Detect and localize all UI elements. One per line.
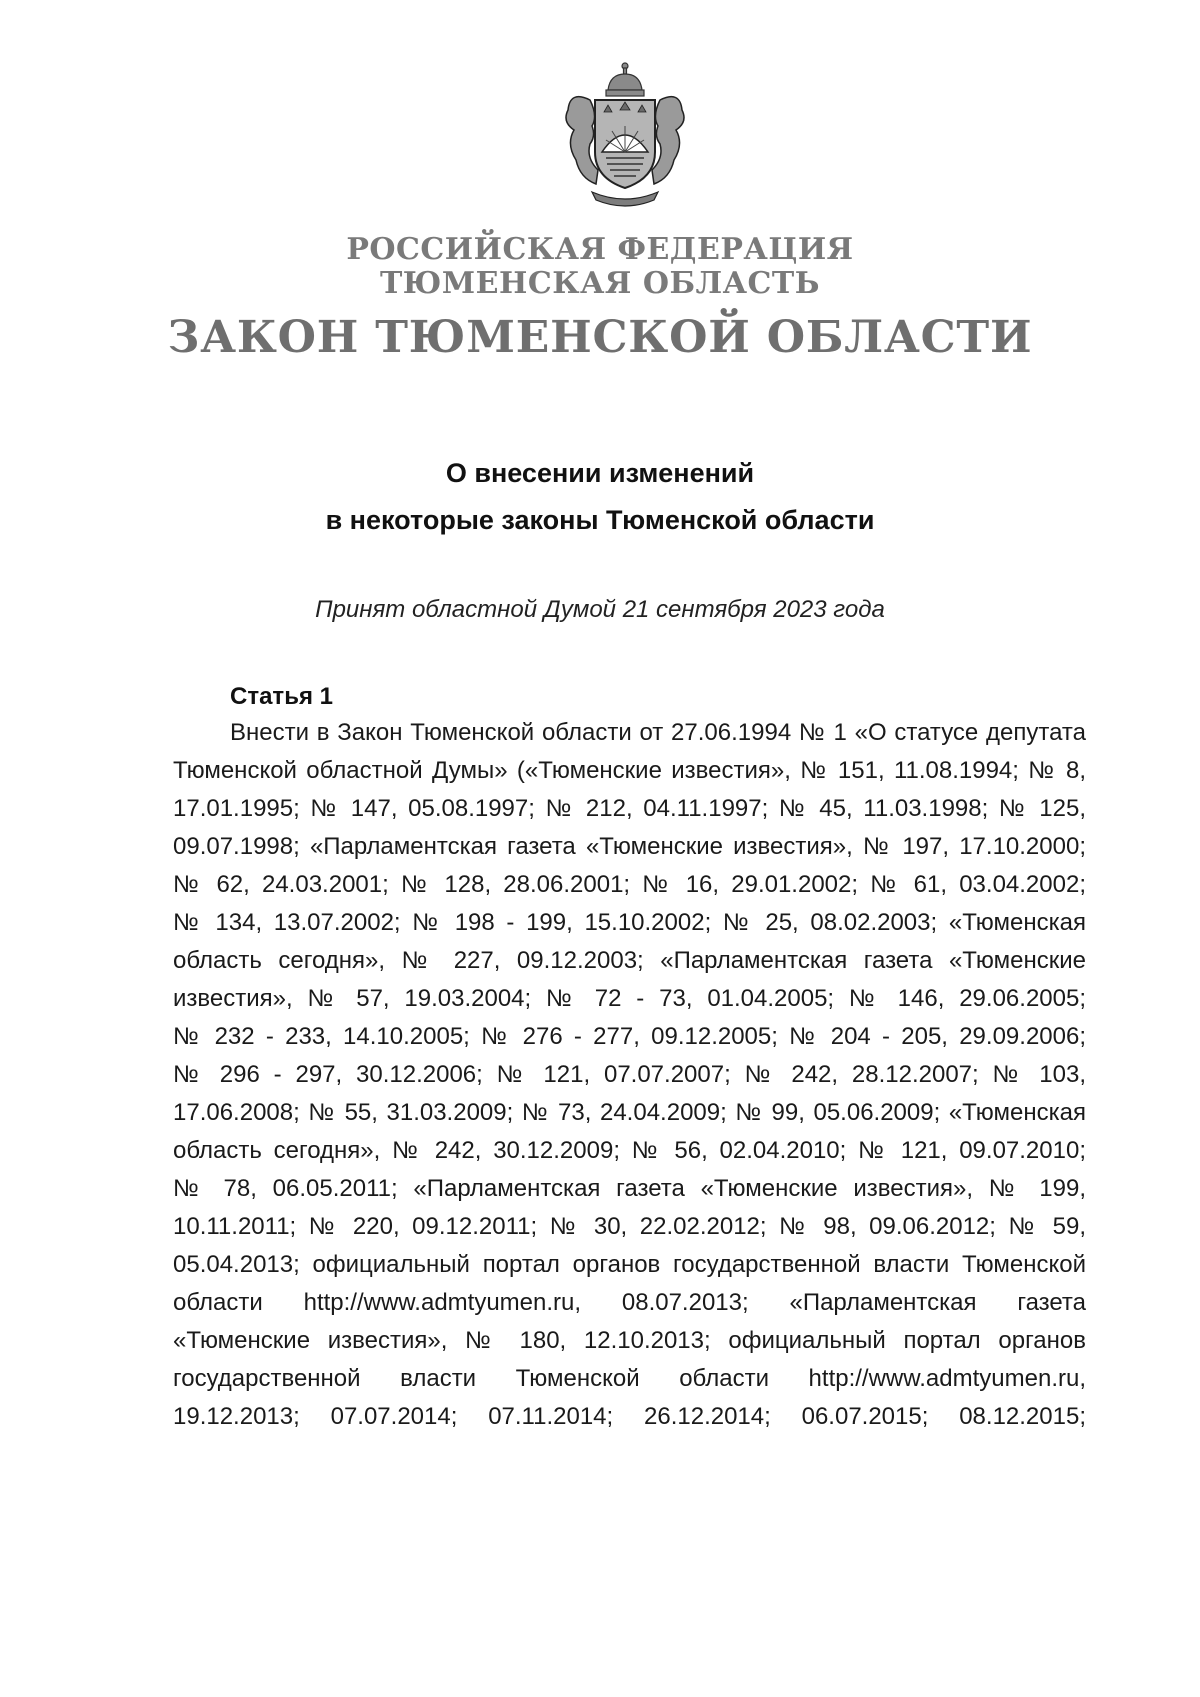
article-text-line: 17.01.1995; № 147, 05.08.1997; № 212, 04.11.1997; № 45, 11.03.1998; № 125,	[173, 795, 1086, 822]
article-text-line: 10.11.2011; № 220, 09.12.2011; № 30, 22.02.2012; № 98, 09.06.2012; № 59,	[173, 1213, 1086, 1240]
article-text-line: № 78, 06.05.2011; «Парламентская газета «Тюменские известия», № 199,	[173, 1175, 1086, 1202]
document-type-heading: ЗАКОН ТЮМЕНСКОЙ ОБЛАСТИ	[167, 312, 1033, 363]
article-text-line: области http://www.admtyumen.ru, 08.07.2013; «Парламентская газета	[173, 1289, 1086, 1316]
article-text-line: № 232 - 233, 14.10.2005; № 276 - 277, 09.12.2005; № 204 - 205, 29.09.2006;	[173, 1023, 1086, 1050]
article-text-line: государственной власти Тюменской области http://www.admtyumen.ru,	[173, 1365, 1086, 1392]
article-text-line: область сегодня», № 227, 09.12.2003; «Парламентская газета «Тюменские	[173, 947, 1086, 974]
article-text-line: известия», № 57, 19.03.2004; № 72 - 73, 01.04.2005; № 146, 29.06.2005;	[173, 985, 1086, 1012]
country-heading: РОССИЙСКАЯ ФЕДЕРАЦИЯ	[346, 232, 854, 267]
adoption-note: Принят областной Думой 21 сентября 2023 года	[315, 596, 885, 623]
article-heading: Статья 1	[230, 683, 333, 710]
article-text-line: область сегодня», № 242, 30.12.2009; № 56, 02.04.2010; № 121, 09.07.2010;	[173, 1137, 1086, 1164]
article-text-line: 17.06.2008; № 55, 31.03.2009; № 73, 24.04.2009; № 99, 05.06.2009; «Тюменская	[173, 1099, 1086, 1126]
article-text-line: «Тюменские известия», № 180, 12.10.2013; официальный портал органов	[173, 1327, 1086, 1354]
article-text-line: 05.04.2013; официальный портал органов государственной власти Тюменской	[173, 1251, 1086, 1278]
article-text-line: Тюменской областной Думы» («Тюменские известия», № 151, 11.08.1994; № 8,	[173, 757, 1086, 784]
article-text-line: 19.12.2013; 07.07.2014; 07.11.2014; 26.12.2014; 06.07.2015; 08.12.2015;	[173, 1403, 1086, 1430]
article-text-line: Внести в Закон Тюменской области от 27.06.1994 № 1 «О статусе депутата	[230, 719, 1086, 746]
law-title-line-2: в некоторые законы Тюменской области	[325, 505, 875, 535]
article-text-line: № 62, 24.03.2001; № 128, 28.06.2001; № 16, 29.01.2002; № 61, 03.04.2002;	[173, 871, 1086, 898]
law-title-line-1: О внесении изменений	[445, 458, 755, 488]
article-text-line: 09.07.1998; «Парламентская газета «Тюменские известия», № 197, 17.10.2000;	[173, 833, 1086, 860]
region-heading: ТЮМЕНСКАЯ ОБЛАСТЬ	[379, 266, 821, 301]
article-text-line: № 296 - 297, 30.12.2006; № 121, 07.07.2007; № 242, 28.12.2007; № 103,	[173, 1061, 1086, 1088]
coat-of-arms-emblem	[540, 60, 710, 210]
article-text-line: № 134, 13.07.2002; № 198 - 199, 15.10.2002; № 25, 08.02.2003; «Тюменская	[173, 909, 1086, 936]
